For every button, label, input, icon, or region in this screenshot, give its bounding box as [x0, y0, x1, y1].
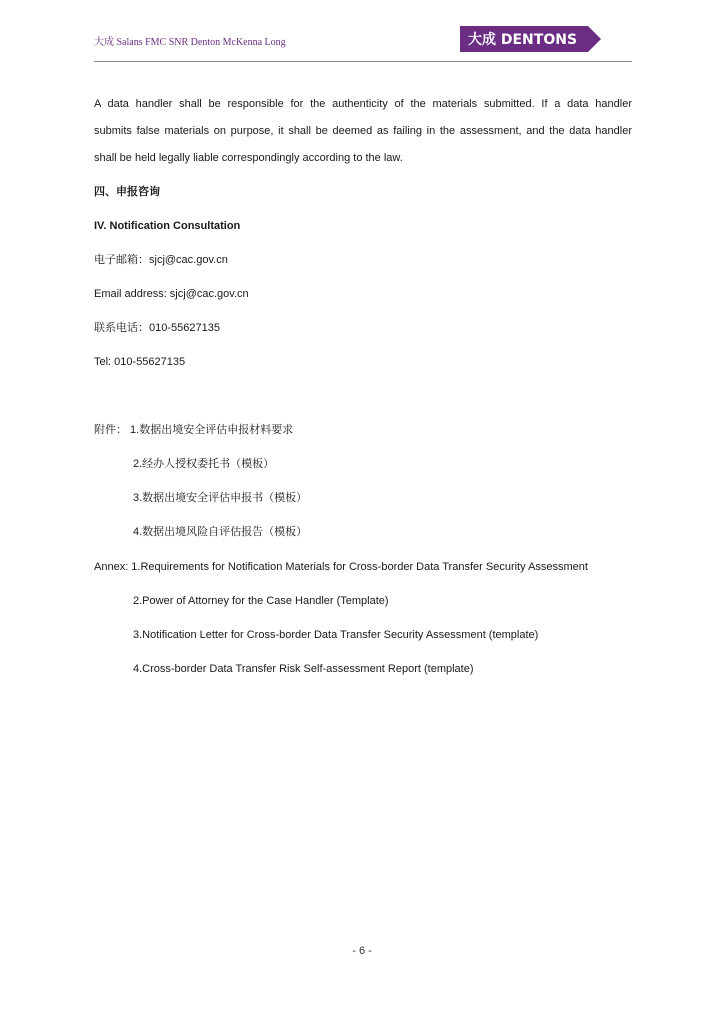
annex-cn-item: 附件： 1.数据出境安全评估申报材料要求: [94, 424, 294, 436]
dentons-logo: [460, 26, 601, 52]
paragraph-line: A data handler shall be responsible for the authenticity of the materials submitted. If a data handler: [94, 98, 632, 110]
contact-tel-en: Tel: 010-55627135: [94, 356, 186, 368]
annex-en-item: 4.Cross-border Data Transfer Risk Self-assessment Report (template): [133, 663, 474, 675]
annex-en-item: Annex: 1.Requirements for Notification Materials for Cross-border Data Transfer Security Assessment: [94, 561, 588, 573]
contact-email-cn: 电子邮箱：sjcj@cac.gov.cn: [94, 254, 228, 266]
annex-cn-item: 2.经办人授权委托书（模板）: [133, 458, 275, 470]
contact-tel-cn: 联系电话：010-55627135: [94, 322, 220, 334]
paragraph-line: submits false materials on purpose, it shall be deemed as failing in the assessment, and the data handler: [94, 125, 632, 137]
contact-email-en: Email address: sjcj@cac.gov.cn: [94, 288, 249, 300]
page-number: - 6 -: [352, 945, 372, 957]
annex-cn-item: 4.数据出境风险自评估报告（模板）: [133, 526, 308, 538]
header-divider: [94, 61, 632, 62]
annex-en-item: 3.Notification Letter for Cross-border Data Transfer Security Assessment (template): [133, 629, 539, 641]
section-heading-en: IV. Notification Consultation: [94, 220, 241, 232]
section-heading-cn: 四、申报咨询: [94, 186, 160, 198]
annex-cn-item: 3.数据出境安全评估申报书（模板）: [133, 492, 308, 504]
header-firm-names: 大成 Salans FMC SNR Denton McKenna Long: [94, 37, 286, 48]
logo-text: 大成 DENTONS: [468, 32, 578, 48]
annex-en-item: 2.Power of Attorney for the Case Handler (Template): [133, 595, 389, 607]
paragraph-line: shall be held legally liable correspondingly according to the law.: [94, 152, 403, 164]
